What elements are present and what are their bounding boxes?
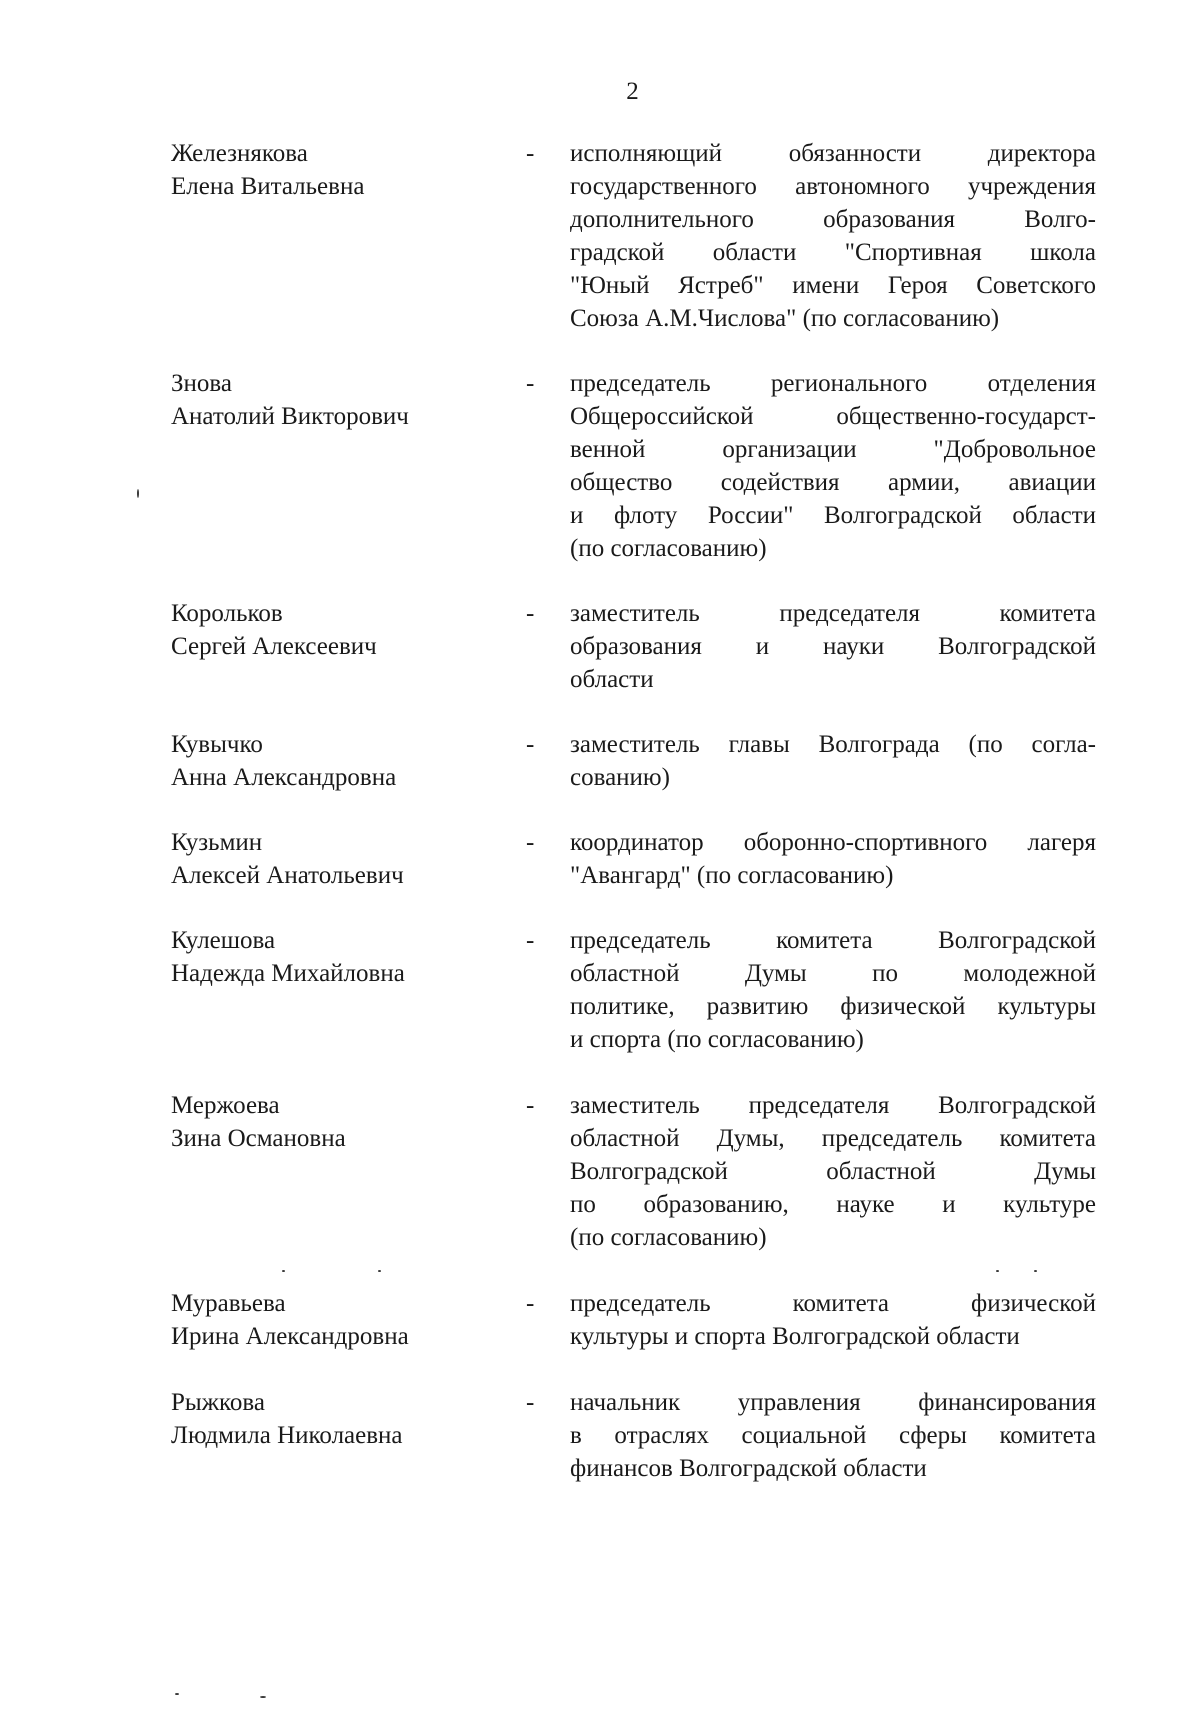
role-description: [570, 924, 1096, 1056]
role-line: дополнительного образования Волго-: [570, 206, 1096, 233]
member-entry: [0, 728, 1200, 791]
person-surname: Железнякова: [171, 140, 308, 167]
role-line: областной Думы по молодежной: [570, 960, 1096, 987]
role-line: градской области "Спортивная школа: [570, 239, 1096, 266]
person-name: [171, 367, 491, 433]
person-given-names: Анна Александровна: [171, 764, 397, 791]
member-entry: [0, 1386, 1200, 1482]
member-entry: [0, 137, 1200, 332]
separator-dash: -: [526, 370, 535, 397]
role-line: (по согласованию): [570, 535, 767, 562]
person-surname: Кузьмин: [171, 829, 263, 856]
person-given-names: Людмила Николаевна: [171, 1422, 403, 1449]
role-line: "Авангард" (по согласованию): [570, 862, 894, 889]
person-name: [171, 137, 491, 203]
person-name: [171, 924, 491, 990]
role-line: Союза А.М.Числова" (по согласованию): [570, 305, 1000, 332]
person-given-names: Зина Османовна: [171, 1125, 346, 1152]
role-line: венной организации "Добровольное: [570, 436, 1096, 463]
role-line: образования и науки Волгоградской: [570, 633, 1096, 660]
role-description: [570, 728, 1096, 794]
role-line: председатель комитета Волгоградской: [570, 927, 1096, 954]
role-line: области: [570, 666, 654, 693]
person-given-names: Елена Витальевна: [171, 173, 365, 200]
separator-dash: -: [526, 140, 535, 167]
person-name: [171, 597, 491, 663]
scan-speck: [260, 1696, 266, 1698]
role-description: [570, 367, 1096, 565]
role-line: начальник управления финансирования: [570, 1389, 1096, 1416]
person-surname: Рыжкова: [171, 1389, 265, 1416]
role-line: председатель комитета физической: [570, 1290, 1096, 1317]
role-description: [570, 137, 1096, 335]
role-line: государственного автономного учреждения: [570, 173, 1096, 200]
role-line: "Юный Ястреб" имени Героя Советского: [570, 272, 1096, 299]
separator-dash: -: [526, 1389, 535, 1416]
role-description: [570, 826, 1096, 892]
role-line: по образованию, науке и культуре: [570, 1191, 1096, 1218]
role-line: исполняющий обязанности директора: [570, 140, 1096, 167]
person-given-names: Ирина Александровна: [171, 1323, 409, 1350]
scan-speck: [282, 1270, 285, 1272]
separator-dash: -: [526, 600, 535, 627]
role-description: [570, 1089, 1096, 1254]
role-line: координатор оборонно-спортивного лагеря: [570, 829, 1096, 856]
page-number: 2: [626, 78, 639, 105]
member-entry: [0, 826, 1200, 889]
role-line: заместитель председателя комитета: [570, 600, 1096, 627]
role-line: Волгоградской областной Думы: [570, 1158, 1096, 1185]
member-entry: [0, 1287, 1200, 1350]
member-entry: [0, 924, 1200, 1053]
person-name: [171, 1386, 491, 1452]
person-surname: Кувычко: [171, 731, 263, 758]
role-description: [570, 597, 1096, 696]
role-line: политике, развитию физической культуры: [570, 993, 1096, 1020]
person-surname: Корольков: [171, 600, 283, 627]
person-name: [171, 1089, 491, 1155]
scan-speck: [378, 1270, 381, 1272]
member-entry: [0, 597, 1200, 693]
role-line: Общероссийской общественно-государст-: [570, 403, 1096, 430]
separator-dash: -: [526, 1092, 535, 1119]
role-line: и флоту России" Волгоградской области: [570, 502, 1096, 529]
person-name: [171, 826, 491, 892]
role-line: в отраслях социальной сферы комитета: [570, 1422, 1096, 1449]
role-line: сованию): [570, 764, 670, 791]
separator-dash: -: [526, 829, 535, 856]
person-surname: Мержоева: [171, 1092, 280, 1119]
role-description: [570, 1287, 1096, 1353]
person-surname: Знова: [171, 370, 232, 397]
person-given-names: Надежда Михайловна: [171, 960, 405, 987]
person-surname: Муравьева: [171, 1290, 286, 1317]
role-description: [570, 1386, 1096, 1485]
person-name: [171, 728, 491, 794]
scan-speck: [996, 1270, 999, 1272]
person-given-names: Алексей Анатольевич: [171, 862, 404, 889]
role-line: культуры и спорта Волгоградской области: [570, 1323, 1020, 1350]
role-line: и спорта (по согласованию): [570, 1026, 864, 1053]
person-surname: Кулешова: [171, 927, 276, 954]
role-line: (по согласованию): [570, 1224, 767, 1251]
person-name: [171, 1287, 491, 1353]
person-given-names: Сергей Алексеевич: [171, 633, 377, 660]
role-line: заместитель председателя Волгоградской: [570, 1092, 1096, 1119]
separator-dash: -: [526, 927, 535, 954]
scan-speck: [175, 1693, 179, 1695]
role-line: общество содействия армии, авиации: [570, 469, 1096, 496]
scan-speck: [137, 489, 139, 498]
role-line: председатель регионального отделения: [570, 370, 1096, 397]
member-entry: [0, 367, 1200, 562]
member-entry: [0, 1089, 1200, 1251]
separator-dash: -: [526, 731, 535, 758]
person-given-names: Анатолий Викторович: [171, 403, 409, 430]
scan-speck: [1034, 1270, 1037, 1272]
role-line: заместитель главы Волгограда (по согла-: [570, 731, 1096, 758]
role-line: финансов Волгоградской области: [570, 1455, 927, 1482]
separator-dash: -: [526, 1290, 535, 1317]
role-line: областной Думы, председатель комитета: [570, 1125, 1096, 1152]
